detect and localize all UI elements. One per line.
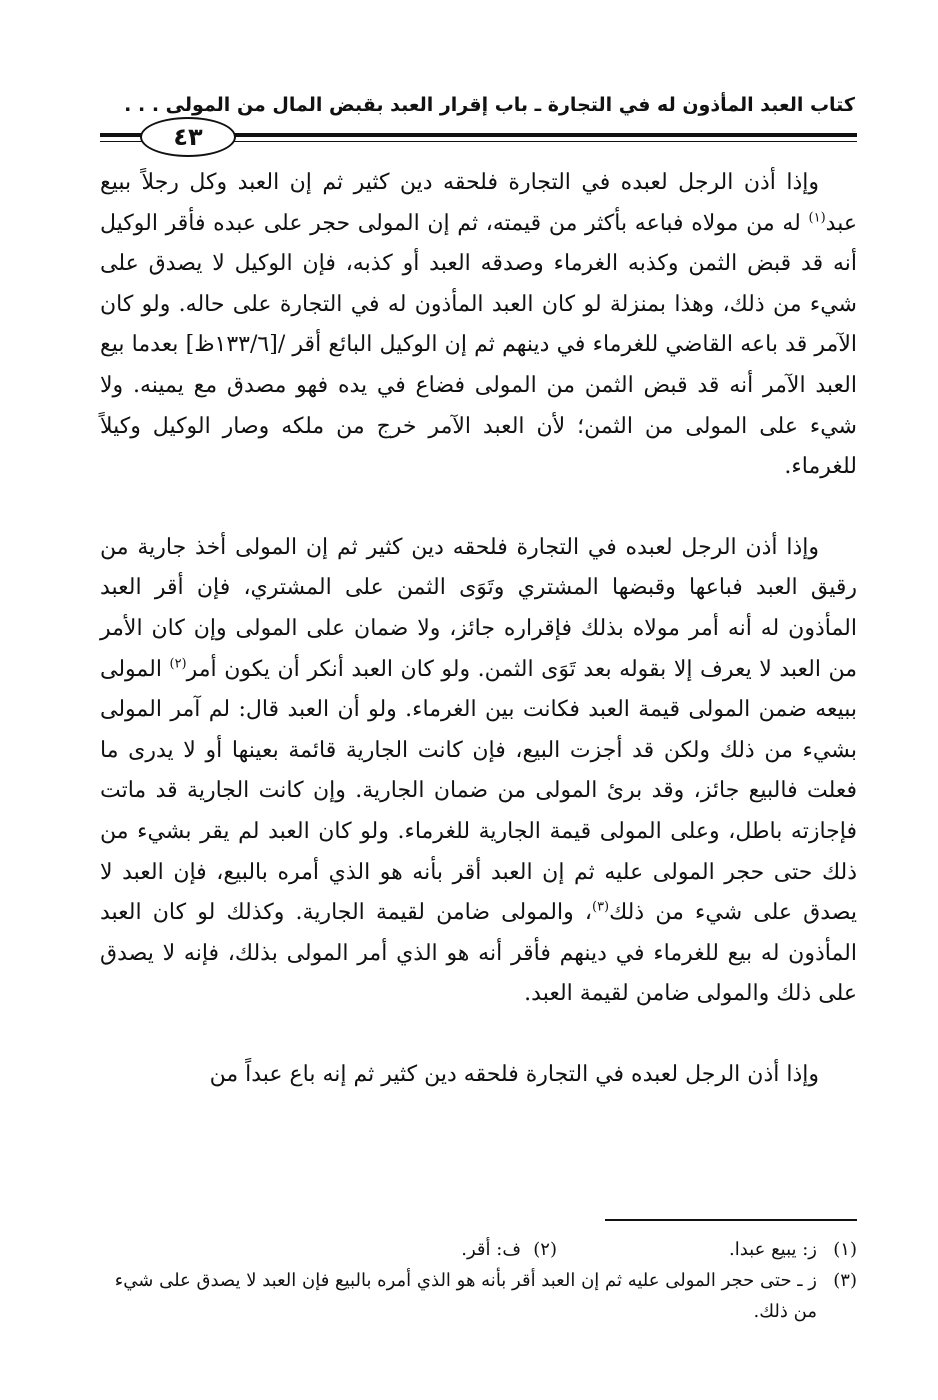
footnote-ref-2: (٢): [169, 656, 187, 672]
footnote-row-2: [100, 1265, 857, 1327]
footnote-separator: [605, 1219, 857, 1221]
running-title: كتاب العبد المأذون له في التجارة ـ باب إقرار العبد بقبض المال من المولى . . .: [124, 94, 855, 116]
paragraph-2-part-b: المولى ببيعه ضمن المولى قيمة العبد فكانت بين الغرماء. ولو أن العبد قال: لم آمر المولى بشيء من ذلك ولكن قد أجزت البيع، فإن كانت الجارية قائمة بعينها أو لا يدرى ما فعلت فالبيع جائز، وقد برئ المولى من ضمان الجارية. وإن كانت الجارية قد ماتت فإجازته باطل، وعلى المولى قيمة الجارية للغرماء. ولو كان العبد لم يقر بشيء من ذلك حتى حجر المولى عليه ثم إن العبد أقر بأنه هو الذي أمره بالبيع، فإن العبد لا يصدق على شيء من ذلك: [100, 656, 858, 926]
paragraph-1: [100, 163, 857, 488]
footnote-ref-3: (٣): [591, 899, 610, 915]
footnote-3-number: (٣): [833, 1270, 857, 1291]
paragraph-3-part-a: وإذا أذن الرجل لعبده في التجارة فلحقه دين كثير ثم إنه باع عبداً من: [209, 1061, 819, 1087]
footnote-3-text: ز ـ حتى حجر المولى عليه ثم إن العبد أقر بأنه هو الذي أمره بالبيع فإن العبد لا يصدق على شيء من ذلك.: [114, 1270, 817, 1322]
footnote-ref-1: (١): [808, 210, 826, 226]
paragraph-2: [100, 528, 857, 1015]
footnote-2-text: ف: أقر.: [461, 1239, 521, 1260]
paragraph-1-part-b: له من مولاه فباعه بأكثر من قيمته، ثم إن المولى حجر على عبده فأقر الوكيل أنه قد قبض الثمن وكذبه الغرماء وصدقه العبد أو كذبه، فإن الوكيل لا يصدق على شيء من ذلك، وهذا بمنزلة لو كان العبد المأذون له في التجارة على حاله. ولو كان الآمر قد باعه القاضي للغرماء في دينهم ثم إن الوكيل البائع أقر /[١٣٣/٦ظ] بعدما بيع العبد الآمر أنه قد قبض الثمن من المولى فضاع في يده فهو مصدق مع يمينه. ولا شيء على المولى من الثمن؛ لأن العبد الآمر خرج من ملكه وصار الوكيل وكيلاً للغرماء.: [100, 210, 857, 480]
footnote-2-number: (٢): [533, 1239, 557, 1260]
footnote-row-1: [100, 1234, 857, 1265]
main-text: [100, 163, 857, 1095]
paragraph-2-part-a: وإذا أذن الرجل لعبده في التجارة فلحقه دين كثير ثم إن المولى أخذ جارية من رقيق العبد فباعها وقبضها المشتري وتَوَى الثمن على المشتري، فإن أقر العبد المأذون له أنه أمر مولاه بذلك فإقراره جائز، ولا ضمان على المولى وإن كان الأمر من العبد لا يعرف إلا بقوله بعد تَوَى الثمن. ولو كان العبد أنكر أن يكون أمر: [100, 534, 857, 682]
page-number: ٤٣: [140, 117, 236, 157]
paragraph-1-part-a: وإذا أذن الرجل لعبده في التجارة فلحقه دين كثير ثم إن العبد وكل رجلاً ببيع عبد: [100, 170, 857, 236]
footnote-1: [557, 1234, 857, 1265]
footnote-1-number: (١): [833, 1239, 857, 1260]
paragraph-3: [100, 1055, 857, 1096]
footnotes: [100, 1234, 857, 1327]
paragraph-2-part-c: ، والمولى ضامن لقيمة الجارية. وكذلك لو كان العبد المأذون له بيع للغرماء في دينهم فأقر أنه هو الذي أمر المولى بذلك، فإنه لا يصدق على ذلك والمولى ضامن لقيمة العبد.: [100, 900, 857, 1007]
footnote-2: [461, 1234, 557, 1265]
footnote-1-text: ز: يبيع عبدا.: [729, 1239, 817, 1260]
